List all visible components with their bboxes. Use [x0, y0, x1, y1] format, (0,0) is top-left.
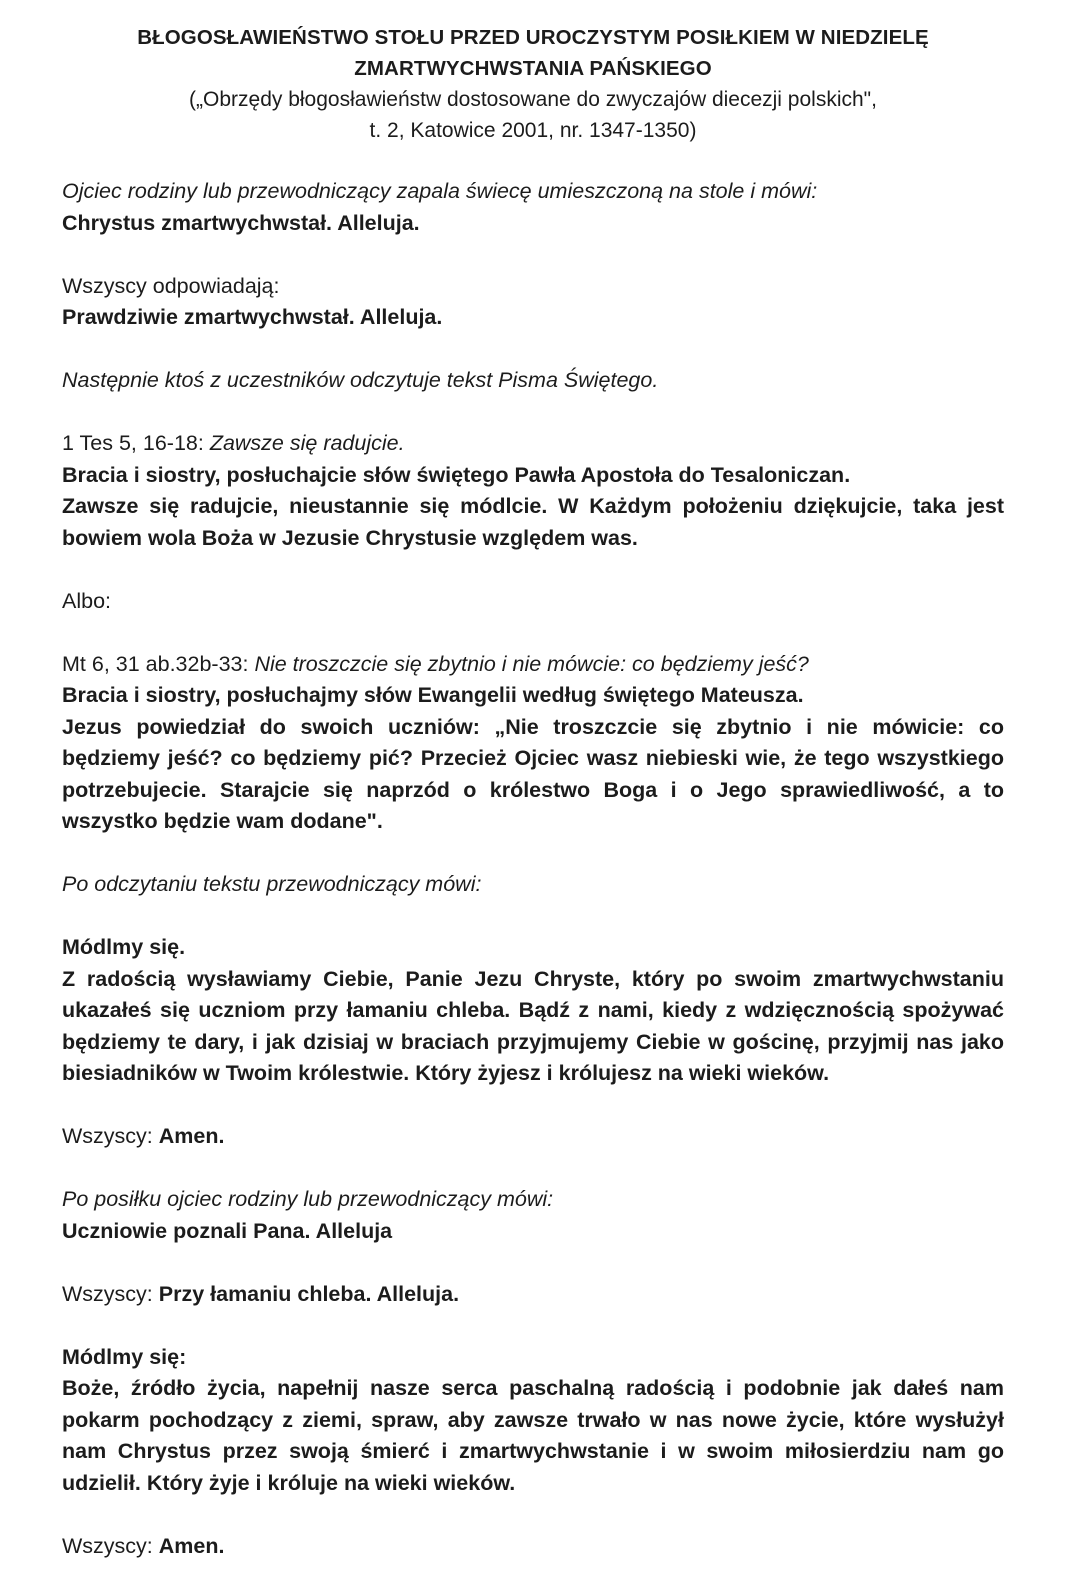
title-line-2: ZMARTWYCHWSTANIA PAŃSKIEGO [354, 57, 712, 80]
reading-1-section [62, 428, 1004, 554]
reading-1-motto: Zawsze się radujcie. [209, 431, 405, 455]
amen-1-line [62, 1121, 1004, 1153]
spacer [62, 239, 1004, 271]
response-2-label: Wszyscy: [62, 1281, 159, 1306]
after-meal-section [62, 1184, 1004, 1247]
opening-acclamation: Chrystus zmartwychwstał. Alleluja. [62, 210, 420, 235]
after-reading-section [62, 869, 1004, 901]
spacer [62, 901, 1004, 933]
opening-section [62, 176, 1004, 239]
reading-1-heading [62, 428, 1004, 460]
reading-2-announce: Bracia i siostry, posłuchajmy słów Ewangelii według świętego Mateusza. [62, 683, 804, 707]
reading-intro-section [62, 365, 1004, 397]
prayer-2-heading: Módlmy się: [62, 1344, 187, 1369]
reading-1-text: Zawsze się radujcie, nieustannie się módlcie. W Każdym położeniu dziękujcie, taka jest bowiem wola Boża w Jezusie Chrystusie względem was. [62, 494, 1004, 550]
prayer-1-text: Z radością wysławiamy Ciebie, Panie Jezu Chryste, który po swoim zmartwychwstaniu ukazałeś się uczniom przy łamaniu chleba. Bądź z nami, kiedy z wdzięcznością spożywać będziemy te dary, i jak dzisiaj w braciach przyjmujemy Ciebie w gościnę, przyjmij nas jako biesiadników w Twoim królestwie. Który żyjesz i królujesz na wieki wieków. [62, 966, 1004, 1085]
after-meal-rubric: Po posiłku ojciec rodziny lub przewodniczący mówi: [62, 1187, 554, 1211]
amen-1-text: Amen. [158, 1124, 225, 1148]
reading-2-reference: Mt 6, 31 ab.32b-33: [62, 651, 255, 676]
spacer [62, 1247, 1004, 1279]
after-reading-rubric: Po odczytaniu tekstu przewodniczący mówi: [62, 872, 482, 896]
spacer [62, 617, 1004, 649]
amen-1-label: Wszyscy: [62, 1124, 159, 1148]
spacer [62, 554, 1004, 586]
response-section [62, 271, 1004, 334]
spacer [62, 146, 1004, 176]
spacer [62, 397, 1004, 429]
response-2-text: Przy łamaniu chleba. Alleluja. [158, 1281, 460, 1306]
reading-2-heading [62, 649, 1004, 681]
amen-2-text: Amen. [158, 1533, 225, 1558]
reading-1-reference: 1 Tes 5, 16-18: [62, 431, 210, 455]
reading-intro: Następnie ktoś z uczestników odczytuje tekst Pisma Świętego. [62, 368, 659, 392]
opening-rubric: Ojciec rodziny lub przewodniczący zapala świecę umieszczoną na stole i mówi: [62, 179, 818, 203]
source-line-2: t. 2, Katowice 2001, nr. 1347-1350) [369, 119, 697, 142]
alternative-section [62, 586, 1004, 618]
title-line-1: BŁOGOSŁAWIEŃSTWO STOŁU PRZED UROCZYSTYM POSIŁKIEM W NIEDZIELĘ [137, 26, 929, 49]
response-rubric: Wszyscy odpowiadają: [62, 273, 280, 298]
amen-2-line [62, 1531, 1004, 1563]
after-meal-text: Uczniowie poznali Pana. Alleluja [62, 1218, 393, 1243]
response-2-section [62, 1279, 1004, 1311]
reading-1-announce: Bracia i siostry, posłuchajcie słów świętego Pawła Apostoła do Tesaloniczan. [62, 462, 851, 487]
prayer-1-heading: Módlmy się. [62, 935, 186, 959]
document-header [62, 22, 1004, 146]
source-line-1: („Obrzędy błogosławieństw dostosowane do zwyczajów diecezji polskich", [189, 88, 877, 111]
spacer [62, 1310, 1004, 1342]
spacer [62, 1153, 1004, 1185]
amen-2-section [62, 1531, 1004, 1563]
reading-2-section [62, 649, 1004, 838]
reading-2-motto: Nie troszczcie się zbytnio i nie mówcie: co będziemy jeść? [254, 651, 809, 676]
prayer-2-text: Boże, źródło życia, napełnij nasze serca paschalną radością i podobnie jak dałeś nam pokarm pochodzący z ziemi, spraw, aby zawsze trwało w nas nowe życie, które wysłużył nam Chrystus przez swoją śmierć i zmartwychwstanie i w swoim miłosierdziu nam go udzielił. Który żyje i króluje na wieki wieków. [62, 1376, 1004, 1495]
spacer [62, 838, 1004, 870]
reading-2-text: Jezus powiedział do swoich uczniów: „Nie troszczcie się zbytnio i nie mówicie: co będziemy jeść? co będziemy pić? Przecież Ojciec wasz niebieski wie, że tego wszystkiego potrzebujecie. Starajcie się naprzód o królestwo Boga i o Jego sprawiedliwość, a to wszystko będzie wam dodane". [62, 714, 1004, 833]
amen-2-label: Wszyscy: [62, 1533, 159, 1558]
prayer-2-section [62, 1342, 1004, 1500]
spacer [62, 334, 1004, 366]
prayer-1-section [62, 932, 1004, 1090]
spacer [62, 1090, 1004, 1122]
amen-1-section [62, 1121, 1004, 1153]
alternative-label: Albo: [62, 588, 112, 613]
response-text: Prawdziwie zmartwychwstał. Alleluja. [62, 305, 443, 329]
response-2-line [62, 1279, 1004, 1311]
spacer [62, 1499, 1004, 1531]
